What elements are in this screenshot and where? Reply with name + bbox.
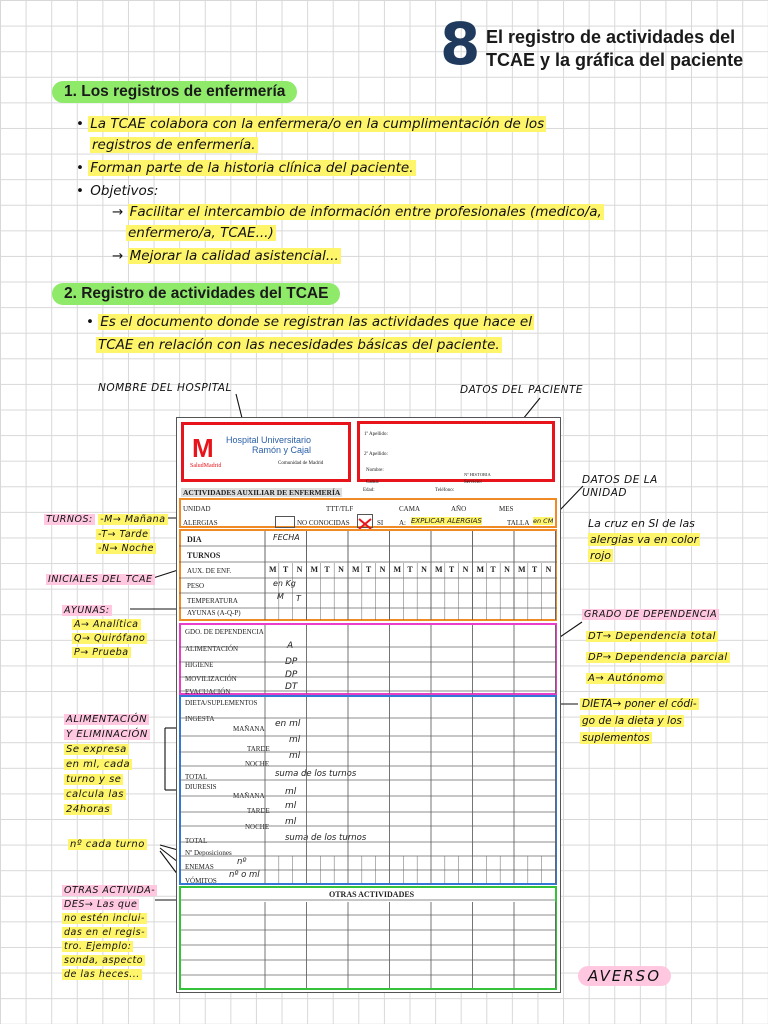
ann-turno-t-wrap [96,528,150,541]
ingesta-m-val: en ml [275,719,301,729]
ann-ayuna-p: P→ Prueba [74,647,129,658]
historia: Nº HISTORIA [464,472,491,477]
diuresis-label: DIURESIS [185,783,217,791]
form-title: ACTIVIDADES AUXILIAR DE ENFERMERÍA [183,488,341,497]
madrid-logo-icon: M [192,433,214,463]
chapter-number: 8 [440,10,481,78]
ann-datos-unidad-b: UNIDAD [582,487,627,499]
otras-label: OTRAS ACTIVIDADES [329,890,415,899]
ann-turno-t: -T→ Tarde [98,529,149,540]
fecha-value: FECHA [273,533,300,542]
ann-datos-unidad [582,474,658,500]
si-label: SI [377,519,384,527]
a-label: A: [399,519,406,527]
shift-letter: T [490,565,496,574]
alimentacion-label: ALIMENTACIÓN [185,645,239,653]
ingesta-total: TOTAL [185,773,208,781]
diuresis-t-val: ml [285,801,297,811]
s2-b1b: TCAE en relación con las necesidades básicas del paciente. [98,337,500,353]
ann-alim [64,712,150,817]
higiene-label: HIGIENE [185,661,214,669]
diuresis-tarde: TARDE [247,807,270,815]
ann-cruz-b: alergias va en color [590,533,699,546]
enemas-val: nº [237,857,247,867]
ann-iniciales: INICIALES DEL TCAE [48,574,153,585]
ann-otras-a: OTRAS ACTIVIDA- [64,885,156,896]
ingesta-total-val: suma de los turnos [275,769,357,779]
shift-letter: N [504,565,510,574]
diuresis-noche: NOCHE [245,823,270,831]
unidad-label: UNIDAD [183,505,211,513]
temp-t: T [296,594,301,603]
nombre: Nombre: [366,468,384,473]
ann-averso: AVERSO [578,966,671,986]
diuresis-total: TOTAL [185,837,208,845]
hospital-name-a: Hospital Universitario [226,435,312,445]
ann-dieta-b: go de la dieta y los [582,715,682,727]
ann-ayunas-wrap [62,604,112,617]
primer-apellido: 1º Apellido: [364,432,388,437]
s2-b1a: Es el documento donde se registran las actividades que hace el [100,314,532,330]
section1-notes: • La TCAE colabora con la enfermera/o en la cumplimentación de los registros de enfermería. • Forman parte de la historia clínica del paciente. • Objetivos: → Facilitar el intercambio de información entre profesionales (medico/a, enfermero/a, TCAE...) → Mejorar la calidad asistencial... [76,116,602,264]
ann-ayunas-list [72,618,147,660]
s1-sub2: Mejorar la calidad asistencial... [129,248,339,264]
ann-dieta-a: DIETA→ poner el códi- [582,698,697,710]
dep-val-dp1: DP [285,657,298,667]
ann-cruz-c: rojo [590,549,612,562]
ann-ayuna-a: A→ Analítica [74,619,139,630]
shift-letter: T [448,565,455,574]
cama: Cama: [366,480,380,485]
ann-otras-e: tro. Ejemplo: [64,941,132,952]
ann-grado-dt: DT→ Dependencia total [588,631,716,642]
ann-cruz [588,516,700,564]
s1-b3: Objetivos: [90,183,159,199]
ann-ayuna-q: Q→ Quirófano [74,633,146,644]
ayunas-label: AYUNAS (A-Q-P) [187,609,241,617]
salud-madrid: SaludMadrid [190,463,222,469]
shift-letter: T [407,565,413,574]
edad: Edad: [363,488,375,493]
ann-datos-paciente: DATOS DEL PACIENTE [460,384,584,396]
shift-letter: M [269,565,277,574]
section2-title: 2. Registro de actividades del TCAE [52,283,340,305]
ann-num-turno: nº cada turno [70,839,145,850]
dep-val-dt: DT [285,682,298,692]
ann-turno-m: -M→ Mañana [100,514,166,525]
ann-otras-g: de las heces... [64,969,140,980]
movilizacion-label: MOVILIZACIÓN [185,675,237,683]
ann-otras [62,884,157,982]
shift-letter: T [282,565,289,574]
ingesta-n-val: ml [289,751,301,761]
temperatura-label: TEMPERATURA [187,597,238,605]
diuresis-total-val: suma de los turnos [285,833,367,843]
ann-otras-b: DES→ Las que [64,899,138,910]
ann-grado-list [586,626,730,689]
cama2-label: CAMA [399,505,421,513]
dep-val-dp2: DP [285,670,298,680]
ann-dieta-c: suplementos [582,732,650,744]
gdo-label: GDO. DE DEPENDENCIA [185,628,264,636]
s1-sub1a: Facilitar el intercambio de información entre profesionales (medico/a, [129,204,602,220]
vomitos-label: VÓMITOS [185,877,217,885]
ann-alim-d: en ml, cada [66,759,131,770]
ingesta-t-val: ml [289,735,301,745]
ann-alim-e: turno y se [66,774,122,785]
ann-otras-c: no estén inclui- [64,913,145,924]
ingesta-tarde: TARDE [247,745,270,753]
form-grid-lines [177,418,560,992]
ann-turnos-title: TURNOS: [46,514,93,525]
s1-b1a: La TCAE colabora con la enfermera/o en la cumplimentación de los [90,116,545,132]
shift-letter: M [518,565,526,574]
telefono: Teléfono: [435,488,455,493]
ann-otras-f: sonda, aspecto [64,955,144,966]
ingesta-manana: MAÑANA [233,725,265,733]
no-conocidas-label: NO CONOCIDAS [297,519,350,527]
s1-b2: Forman parte de la historia clínica del paciente. [90,160,414,176]
shift-letter: M [435,565,443,574]
ann-ayunas: AYUNAS: [64,605,110,616]
alergias-label: ALERGIAS [183,519,218,527]
ttt-label: TTT/TLF [326,505,354,513]
ann-grado-a: A→ Autónomo [588,673,664,684]
dep-val-a: A [287,641,294,651]
ann-iniciales-wrap [46,573,155,586]
shift-letter: N [545,565,552,574]
ann-alim-c: Se expresa [66,744,127,755]
dieta-label: DIETA/SUPLEMENTOS [185,699,258,707]
ingesta-label: INGESTA [185,715,215,723]
ann-datos-unidad-a: DATOS DE LA [582,474,658,486]
dia-label: DIA [187,535,202,544]
servicio: Servicio: [464,480,483,485]
section2-notes: • Es el documento donde se registran las actividades que hace el TCAE en relación con las necesidades básicas del paciente. [86,314,532,353]
shift-letter: T [365,565,372,574]
section1-title: 1. Los registros de enfermería [52,81,297,103]
shift-letter: M [393,565,402,574]
hospital-name-b: Ramón y Cajal [252,445,312,455]
diuresis-n-val: ml [285,817,297,827]
ann-cruz-a: La cruz en SI de las [588,517,695,530]
ann-grado-dp: DP→ Dependencia parcial [588,652,728,663]
shift-letter: M [352,565,360,574]
peso-unit: en Kg [273,579,296,588]
ingesta-noche: NOCHE [245,760,270,768]
shift-letter: N [421,565,427,574]
comunidad-madrid: Comunidad de Madrid [278,461,324,466]
shift-letter: T [324,565,330,574]
ann-alim-a: ALIMENTACIÓN [66,714,148,725]
ann-alim-b: Y ELIMINACIÓN [66,729,148,740]
aux-label: AUX. DE ENF. [187,567,232,575]
shift-letter: N [338,565,344,574]
ann-grado-wrap [582,608,719,621]
ann-grado: GRADO DE DEPENDENCIA [584,609,718,620]
shift-letter: N [462,565,469,574]
evacuacion-label: EVACUACIÓN [185,688,231,696]
shift-letter: M [476,565,485,574]
temp-m: M [277,592,284,601]
enemas-label: ENEMAS [185,863,214,871]
shift-letter: T [531,565,538,574]
ann-turno-n: -N→ Noche [98,543,155,554]
shift-letter: N [296,565,303,574]
diuresis-manana: MAÑANA [233,792,265,800]
activity-form [176,417,561,993]
shift-letter: M [310,565,319,574]
depos-label: Nº Deposiciones [185,849,232,857]
ann-alim-f: calcula las [66,789,124,800]
segundo-apellido: 2º Apellido: [364,452,388,457]
turnos-label: TURNOS [187,551,221,560]
shift-letter: N [379,565,386,574]
ann-nombre-hospital: NOMBRE DEL HOSPITAL [98,382,232,394]
ann-alim-g: 24horas [66,804,111,815]
talla-en-cm: en CM [533,517,554,525]
ann-turnos [44,513,168,526]
ann-num-turno-wrap [68,838,147,851]
peso-label: PESO [187,582,205,590]
ann-otras-d: das en el regis- [64,927,146,938]
ann-dieta [580,696,699,747]
s1-sub1b: enfermero/a, TCAE...) [128,225,274,241]
vomitos-val: nº o ml [229,870,260,880]
chapter-title-line1: El registro de actividades del [486,27,736,47]
ann-turno-n-wrap [96,542,156,555]
mes-label: MES [499,505,514,513]
anio-label: AÑO [451,505,467,513]
talla-label: TALLA [507,519,530,527]
s1-b1b: registros de enfermería. [92,137,256,153]
explicar-alergias: EXPLICAR ALERGIAS [411,517,482,525]
chapter-title-line2: TCAE y la gráfica del paciente [486,50,744,70]
diuresis-m-val: ml [285,787,297,797]
